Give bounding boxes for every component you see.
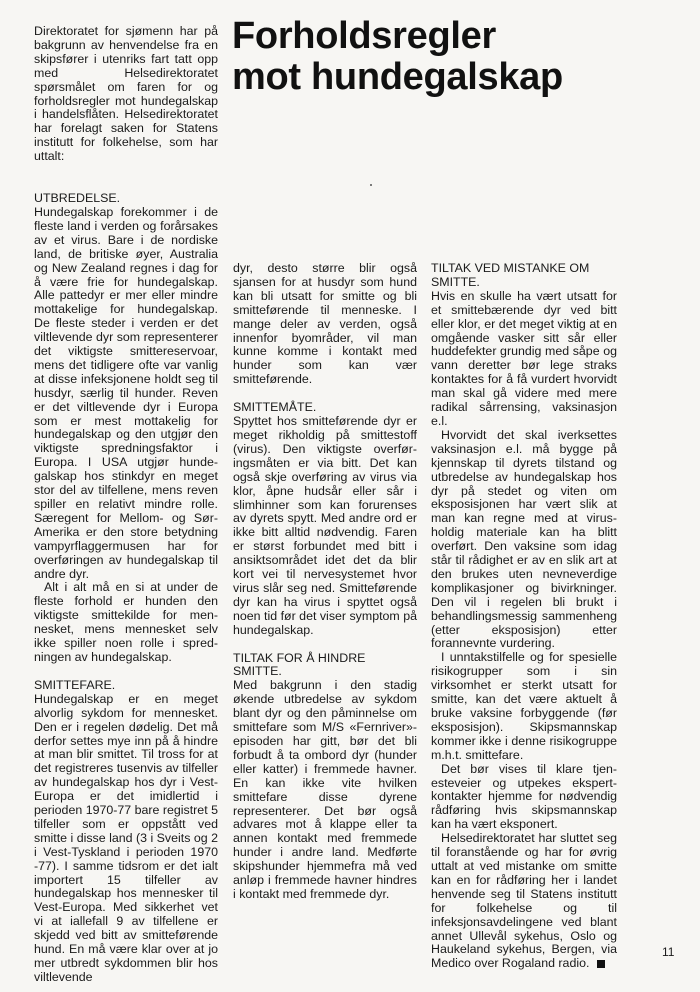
heading-smittefare: SMITTEFARE. <box>34 677 116 692</box>
column-3 <box>431 262 617 971</box>
mistanke-paragraph-2: Hvorvidt det skal iverksettes vaksinasjon e.l. må bygge på kjennskap til dyrets tilstand og utbredelse av hundegalskap hos dyr på stedet og viten om eksposisjonen har vært slik at man kan regne med at virusholdig materiale kan ha blitt overført. Den vaksine som idag står til rådighet er av en slik art at den brukes uten nevneverdige komplikasjoner og bivirkninger. Den vil i regelen bli brukt i behandlingsmessig sammenheng (etter eksposisjon) etter forannevnte vurdering. <box>431 427 617 651</box>
column-2 <box>233 262 417 902</box>
mistanke-paragraph-5-text: Helsedirektoratet har sluttet seg til foranstående og har for øvrig uttalt at ved mistanke om smitte kan en for rådføring her i landet henvende seg til Statens institutt for folkehelse og til infeksjonsavdelingene ved blant annet Ullevål sykehus, Oslo og Haukeland sykehus, Bergen, via Medico over Rogaland radio. <box>431 831 617 971</box>
mistanke-paragraph-4: Det bør vises til klare tjenesteveier og utpekes ekspertkontakter hjemme for nødvendig rådføring hvis skipsmannskap kan ha vært eksponert. <box>431 761 617 832</box>
mistanke-paragraph-5 <box>431 832 617 971</box>
utbredelse-paragraph-1: Hundegalskap forekommer i de fleste land i verden og forårsakes av et virus. Bare i de nordiske land, de britiske øyer, Australia og New Zealand regnes i dag for å være frie for hundegalskap. Alle pattedyr er mer eller mindre mottakelige for hundegalskap. De fleste steder i verden er det viltlevende dyr som representerer det viktigste smittereservoar, mens det tidligere ofte var vanlig at disse infeksjonene holdt seg til husdyr, særlig til hunder. Reven er det viltlevende dyr i Europa som er mest mottakelig for hundegalskap og den utgjør den viktigste spredningsfaktor i Europa. I USA utgjør hundegalskap hos stinkdyr en meget stor del av tilfellene, mens reven spiller en relativt mindre rolle. Særegent for Mellom- og Sør-Amerika er den store betydning vampyrflaggermusen har for overføringen av hundegalskap til andre dyr. <box>34 204 218 581</box>
intro-paragraph: Direktoratet for sjømenn har på bakgrunn av henvendelse fra en skipsfører i utenriks fart tatt opp med Helsedirektoratet spørsmålet om faren for og forholdsregler mot hundegalskap i handelsflåten. Helsedirektoratet har forelagt saken for Statens institutt for folkehelse, som har uttalt: <box>34 24 218 164</box>
title-line-1: Forholdsregler <box>232 15 496 57</box>
heading-mistanke: TILTAK VED MISTANKE OM SMITTE. <box>431 261 590 289</box>
heading-smittemate: SMITTEMÅTE. <box>233 400 317 415</box>
title-line-2: mot hundegalskap <box>232 56 563 98</box>
heading-hindre-smitte: TILTAK FOR Å HINDRE SMITTE. <box>233 650 366 679</box>
utbredelse-paragraph-2: Alt i alt må en si at under de fleste forhold er hunden den viktigste smittekilde for mennesket, mens mennesket selv ikke spiller noen rolle i spredningen av hundegalskap. <box>34 580 218 664</box>
end-of-article-mark <box>597 960 605 968</box>
hindre-paragraph-1: Med bakgrunn i den stadig økende utbredelse av sykdom blant dyr og den påminnelse om smittefare som M/S «Fernriver»-episoden har gitt, bør det bli forbudt å ta ombord dyr (hunder eller katter) i fremmede havner. En kan ikke vite hvilken smittefare disse dyrene representerer. Det bør også advares mot å klappe eller ta annen kontakt med fremmede hunder i andre land. Medførte skipshunder hjemmefra må ved anløp i fremmede havner hindres i kontakt med fremmede dyr. <box>233 678 417 901</box>
print-speck <box>370 184 372 186</box>
smittefare-paragraph-1: Hundegalskap er en meget alvorlig sykdom for mennesket. Den er i regelen dødelig. Det må derfor settes mye inn på å hindre at man blir smittet. Til tross for at det registreres tusenvis av tilfeller av hundegalskap hos dyr i Vest-Europa er det imidlertid i perioden 1970-77 bare registret 5 tilfeller som er oppstått ved smitte i disse land (3 i Sveits og 2 i Vest-Tyskland i perioden 1970 -77). I samme tidsrom er det ialt importert 15 tilfeller av hundegalskap hos mennesker til Vest-Europa. Med sikkerhet vet vi at iallefall 9 av tilfellene er skjedd ved bitt av smitteførende hund. En må være klar over at jo mer utbredt sykdommen blir hos viltlevende <box>34 691 218 984</box>
smittefare-paragraph-cont: dyr, desto større blir også sjansen for at husdyr som hund kan bli utsatt for smitte og bli smitteførende til menneske. I mange deler av verden, også innenfor byområder, vil man kunne komme i kontakt med hunder som kan vær smitteførende. <box>233 261 417 387</box>
column-1 <box>34 25 218 985</box>
heading-utbredelse: UTBREDELSE. <box>34 191 121 206</box>
article-title <box>232 16 572 98</box>
mistanke-paragraph-3: I unntakstilfelle og for spesielle risikogrupper som i sin virksomhet er sterkt utsatt for smitte, kan det være aktuelt å bruke vaksine forbyggende (før eksposisjon). Skipsmannskap kommer ikke i denne risikogruppe m.h.t. smittefare. <box>431 650 617 762</box>
page-number: 11 <box>662 945 675 959</box>
mistanke-paragraph-1: Hvis en skulle ha vært utsatt for et smittebærende dyr ved bitt eller klor, er det meget viktig at en omgående vasker sitt sår eller huddefekter grundig med såpe og vann deretter bør lege straks kontaktes for å få vurdert hvorvidt man skal gå videre med mere radikal sårrensing, vaksinasjon e.l. <box>431 288 617 428</box>
smittemate-paragraph-1: Spyttet hos smitteførende dyr er meget rikholdig på smittestoff (virus). Den viktigste overføringsmåten er via bitt. Det kan også skje overføring av virus via klor, åpne hudsår eller sår i slimhinner som kan forurenses av dyrets spytt. Med andre ord er ikke bitt alltid nødvendig. Faren er størst forbundet med bitt i ansiktsområdet idet det da blir kort vei til nervesystemet hvor virus slår seg ned. Smitteførende dyr kan ha virus i spyttet også noen tid før det viser symptom på hundegalskap. <box>233 414 417 637</box>
